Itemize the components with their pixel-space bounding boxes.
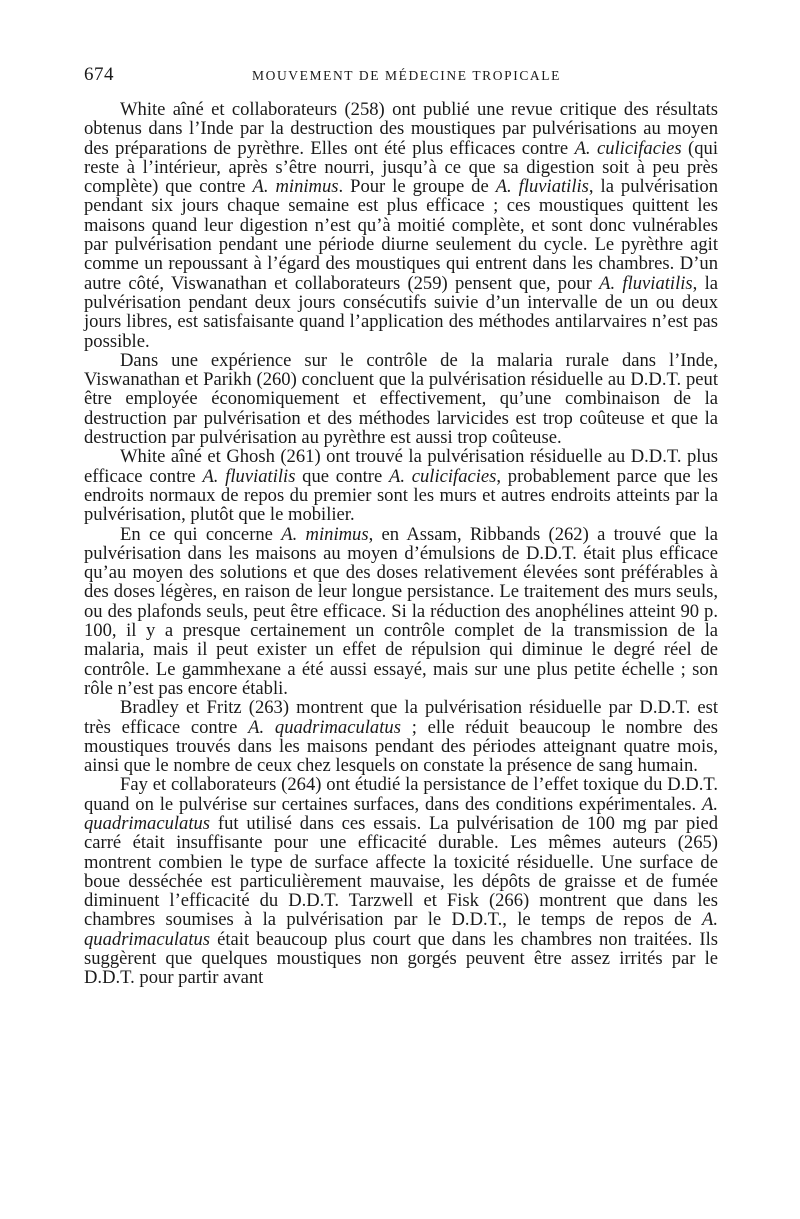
species-name: A. quadrimaculatus xyxy=(84,793,718,834)
text-run: White aîné et collaborateurs (258) ont publié une revue critique des résultats obtenus dans l’Inde par la destruction des moustiques par pulvérisations au moyen des préparations de pyrèthre. Elles ont été plus efficaces contre xyxy=(84,99,718,159)
text-run: White aîné et Ghosh (261) ont trouvé la pulvérisation résiduelle au D.D.T. plus efficace contre xyxy=(84,446,718,487)
text-run: Bradley et Fritz (263) montrent que la pulvérisation résiduelle par D.D.T. est très efficace contre xyxy=(84,697,718,738)
text-run: En ce qui concerne xyxy=(120,523,282,545)
species-name: A. culicifacies xyxy=(388,465,497,487)
text-run: , la pulvérisation pendant deux jours consécutifs suivie d’un intervalle de un ou deux jours libres, est satisfaisante quand l’application des méthodes antilarvaires n’est pas possible. xyxy=(84,272,718,352)
running-head: MOUVEMENT DE MÉDECINE TROPICALE xyxy=(252,68,561,83)
text-run: , la pulvérisation pendant six jours chaque semaine est plus efficace ; ces moustiques quittent les maisons quand leur digestion n’est qu’à moitié complète, et sont donc vulnérables par pulvérisation pendant une période diurne seulement du cycle. Le pyrèthre agit comme un repoussant à l’égard des moustiques qui entrent dans les chambres. D’un autre côté, Viswanathan et collaborateurs (259) pensent que, pour xyxy=(84,176,718,294)
text-run: fut utilisé dans ces essais. La pulvérisation de 100 mg par pied carré était insuffisante pour une efficacité durable. Les mêmes auteurs (265) montrent combien le type de surface affecte la toxicité résiduelle. Une surface de boue desséchée est particulièrement mauvaise, les dépôts de graisse et de fumée diminuent l’efficacité du D.D.T. Tarzwell et Fisk (266) montrent que dans les chambres soumises à la pulvérisation par le D.D.T., le temps de repos de xyxy=(84,812,718,931)
species-name: A. quadrimaculatus xyxy=(248,716,401,738)
body-text xyxy=(84,100,718,988)
paragraph-1 xyxy=(84,100,718,351)
text-run: , probablement parce que les endroits normaux de repos du premier sont les murs et autres endroits atteints par la pulvérisation, plutôt que le mobilier. xyxy=(84,465,719,526)
species-name: A. minimus xyxy=(281,523,369,545)
species-name: A. quadrimaculatus xyxy=(84,909,718,950)
paragraph-3 xyxy=(84,447,718,524)
text-run: était beaucoup plus court que dans les chambres non traitées. Ils suggèrent que quelques moustiques non gorgés peuvent être assez irrités par le D.D.T. pour partir avant xyxy=(84,928,718,989)
page-header xyxy=(84,64,718,88)
text-run: que contre xyxy=(295,465,389,487)
paragraph-4 xyxy=(84,525,718,699)
paragraph-6 xyxy=(84,775,718,987)
paragraph-5 xyxy=(84,698,718,775)
text-run: ; elle réduit beaucoup le nombre des moustiques trouvés dans les maisons pendant des périodes atteignant quatre mois, ainsi que le nombre de ceux chez lesquels on constate la présence de sang humain. xyxy=(84,716,718,777)
species-name: A. fluviatilis xyxy=(599,272,693,294)
species-name: A. culicifacies xyxy=(574,137,682,159)
species-name: A. minimus xyxy=(252,176,339,198)
species-name: A. fluviatilis xyxy=(495,176,589,198)
text-run: , en Assam, Ribbands (262) a trouvé que la pulvérisation dans les maisons au moyen d’émulsions de D.D.T. était plus efficace qu’au moyen des solutions et que des doses relativement élevées sont préférables à des doses légères, en raison de leur longue persistance. Le traitement des murs seuls, ou des plafonds seuls, peut être efficace. Si la réduction des anophélines atteint 90 p. 100, il y a presque certainement un contrôle complet de la transmission de la malaria, mais il peut exister un effet de répulsion qui diminue le degré réel de contrôle. Le gammhexane a été aussi essayé, mais sur une plus petite échelle ; son rôle n’est pas encore établi. xyxy=(84,523,719,699)
text-run: (qui reste à l’intérieur, après s’être nourri, jusqu’à ce que sa digestion soit à peu près complète) que contre xyxy=(84,137,718,198)
text-run: Dans une expérience sur le contrôle de la malaria rurale dans l’Inde, Viswanathan et Parikh (260) concluent que la pulvérisation résiduelle au D.D.T. peut être employée économiquement et effectivement, qu’une combinaison de la destruction par pulvérisation et des méthodes larvicides est trop coûteuse et que la destruction par pulvérisation au pyrèthre est aussi trop coûteuse. xyxy=(84,349,718,449)
species-name: A. fluviatilis xyxy=(202,465,296,487)
page-number: 674 xyxy=(84,64,114,85)
paragraph-2 xyxy=(84,351,718,447)
text-run: Fay et collaborateurs (264) ont étudié la persistance de l’effet toxique du D.D.T. quand on le pulvérise sur certaines surfaces, dans des conditions expérimentales. xyxy=(84,774,718,815)
text-run: . Pour le groupe de xyxy=(338,176,496,198)
